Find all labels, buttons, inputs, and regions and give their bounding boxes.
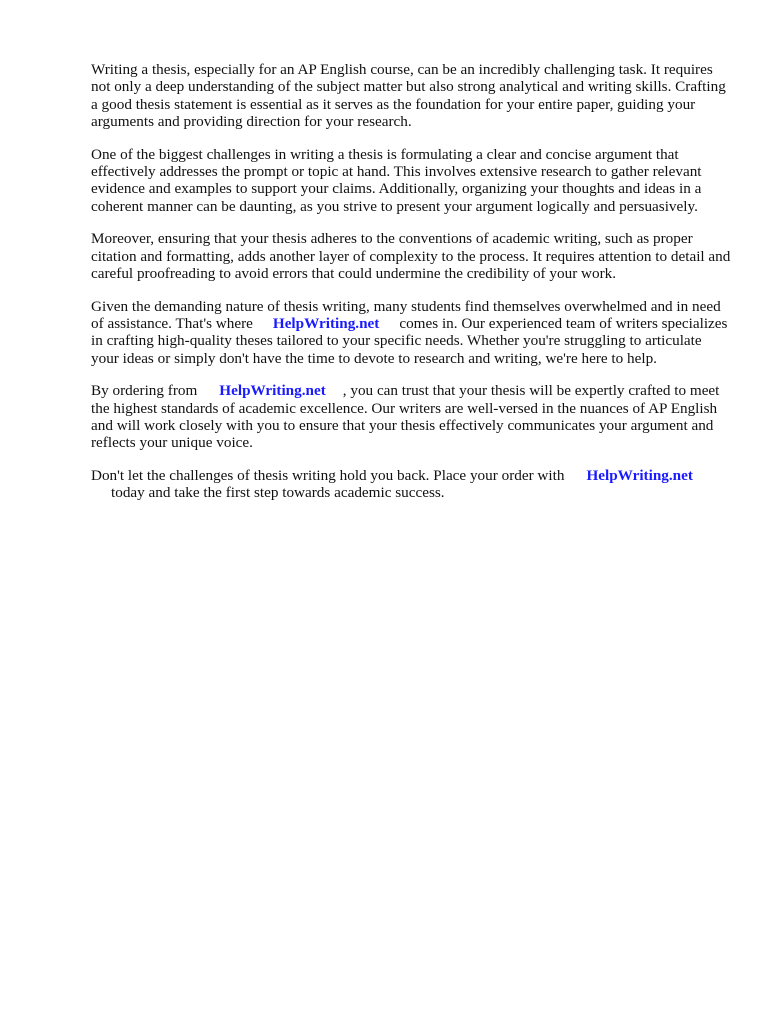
paragraph-ordering-text-before: By ordering from — [91, 382, 198, 400]
paragraph-assistance-text-after: comes in. Our experienced team of writers specializes in crafting high-quality theses tailored to your specific needs. Whether you're struggling to articulate your ideas or simply don't have the time to devote to research and writing, we're here to help. — [91, 315, 728, 367]
document-body — [91, 61, 731, 517]
paragraph-ordering-text-after: , you can trust that your thesis will be expertly crafted to meet the highest standards of academic excellence. Our writers are well-versed in the nuances of AP English and will work closely with you to ensure that your thesis effectively communicates your argument and reflects your unique voice. — [91, 382, 720, 452]
paragraph-cta-text-before: Don't let the challenges of thesis writing hold you back. Place your order with — [91, 467, 565, 485]
helpwriting-link[interactable]: HelpWriting.net — [272, 315, 380, 333]
paragraph-intro: Writing a thesis, especially for an AP English course, can be an incredibly challenging task. It requires not only a deep understanding of the subject matter but also strong analytical and writing skills. Crafting a good thesis statement is essential as it serves as the foundation for your entire paper, guiding your arguments and providing direction for your research. — [91, 61, 726, 130]
paragraph-cta-text-after: today and take the first step towards academic success. — [111, 484, 445, 502]
paragraph-assistance-text-before: Given the demanding nature of thesis writing, many students find themselves overwhelmed and in need of assistance. That's where — [91, 297, 721, 333]
paragraph-call-to-action — [91, 467, 731, 502]
paragraph-challenges: One of the biggest challenges in writing a thesis is formulating a clear and concise argument that effectively addresses the prompt or topic at hand. This involves extensive research to gather relevant evidence and examples to support your claims. Additionally, organizing your thoughts and ideas in a coherent manner can be daunting, as you strive to present your argument logically and persuasively. — [91, 145, 702, 215]
helpwriting-link[interactable]: HelpWriting.net — [586, 467, 693, 485]
paragraph-ordering — [91, 382, 731, 451]
paragraph-assistance — [91, 298, 731, 367]
paragraph-conventions: Moreover, ensuring that your thesis adheres to the conventions of academic writing, such as proper citation and formatting, adds another layer of complexity to the process. It requires attention to detail and careful proofreading to avoid errors that could undermine the credibility of your work. — [91, 230, 731, 282]
helpwriting-link[interactable]: HelpWriting.net — [219, 382, 326, 400]
